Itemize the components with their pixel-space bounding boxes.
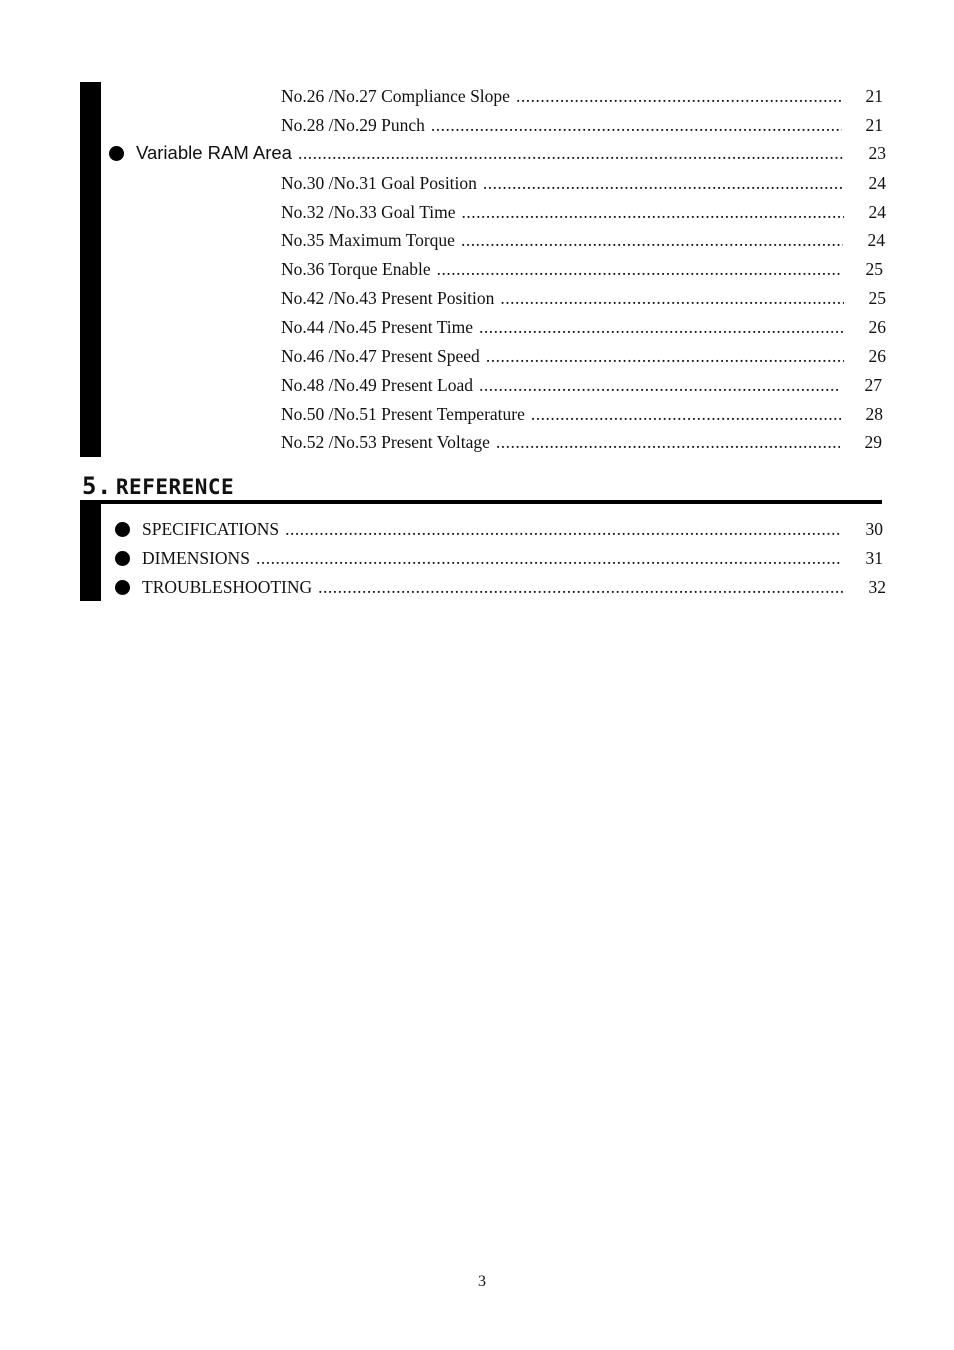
toc-entry-present-time[interactable] (281, 316, 846, 338)
toc-entry-page: 23 (868, 143, 886, 163)
dot-leader (516, 85, 842, 107)
toc-entry-title: No.35 Maximum Torque (281, 230, 455, 250)
toc-entry-page: 27 (864, 375, 882, 395)
toc-entry-title: No.52 /No.53 Present Voltage (281, 432, 490, 452)
toc-entry-title: No.50 /No.51 Present Temperature (281, 404, 525, 424)
toc-entry-present-speed[interactable] (281, 345, 846, 367)
toc-entry-maximum-torque[interactable] (281, 229, 845, 251)
toc-entry-torque-enable[interactable] (281, 258, 843, 280)
section-title: REFERENCE (115, 475, 235, 499)
dot-leader (461, 229, 843, 251)
dot-leader (479, 316, 844, 338)
toc-entry-present-load[interactable] (281, 374, 842, 396)
dot-leader (483, 172, 844, 194)
toc-side-bar-lower (80, 503, 101, 601)
toc-entry-troubleshooting[interactable] (115, 576, 846, 598)
toc-entry-goal-position[interactable] (281, 172, 846, 194)
dot-leader (500, 287, 844, 309)
toc-entry-title: No.30 /No.31 Goal Position (281, 173, 477, 193)
toc-entry-title: TROUBLESHOOTING (142, 577, 313, 597)
toc-entry-page: 26 (868, 317, 886, 337)
toc-entry-variable-ram-area[interactable] (109, 142, 846, 164)
toc-entry-title: No.46 /No.47 Present Speed (281, 346, 480, 366)
bullet-icon (115, 551, 130, 566)
toc-entry-page: 25 (868, 288, 886, 308)
toc-entry-page: 21 (865, 115, 883, 135)
toc-entry-title: No.28 /No.29 Punch (281, 115, 425, 135)
dot-leader (318, 576, 844, 598)
toc-entry-punch[interactable] (281, 114, 844, 136)
toc-entry-page: 24 (867, 230, 885, 250)
toc-entry-title: SPECIFICATIONS (142, 519, 280, 539)
bullet-icon (115, 522, 130, 537)
toc-entry-title: Variable RAM Area (136, 142, 292, 163)
toc-entry-compliance-slope[interactable] (281, 85, 844, 107)
toc-side-bar-upper (80, 82, 101, 457)
toc-entry-goal-time[interactable] (281, 201, 846, 223)
dot-leader (462, 201, 844, 223)
toc-entry-title: No.42 /No.43 Present Position (281, 288, 495, 308)
dot-leader (431, 114, 842, 136)
dot-leader (298, 142, 844, 164)
toc-entry-title: No.32 /No.33 Goal Time (281, 202, 456, 222)
bullet-icon (109, 146, 124, 161)
section-number: 5. (82, 472, 112, 500)
page-number: 3 (478, 1273, 486, 1290)
toc-entry-present-temperature[interactable] (281, 403, 843, 425)
dot-leader (479, 374, 840, 396)
dot-leader (256, 547, 841, 569)
toc-entry-page: 30 (865, 519, 883, 539)
toc-entry-page: 21 (865, 86, 883, 106)
toc-entry-title: No.44 /No.45 Present Time (281, 317, 474, 337)
dot-leader (486, 345, 844, 367)
toc-entry-dimensions[interactable] (115, 547, 843, 569)
toc-entry-title: DIMENSIONS (142, 548, 250, 568)
toc-entry-page: 31 (865, 548, 883, 568)
toc-entry-title: No.36 Torque Enable (281, 259, 431, 279)
toc-entry-title: No.26 /No.27 Compliance Slope (281, 86, 510, 106)
toc-entry-page: 24 (868, 202, 886, 222)
toc-entry-specifications[interactable] (115, 518, 843, 540)
toc-entry-page: 25 (865, 259, 883, 279)
dot-leader (531, 403, 841, 425)
toc-entry-page: 29 (864, 432, 882, 452)
dot-leader (496, 431, 840, 453)
dot-leader (437, 258, 841, 280)
section-heading-reference[interactable] (82, 471, 234, 501)
toc-entry-page: 24 (868, 173, 886, 193)
bullet-icon (115, 580, 130, 595)
dot-leader (285, 518, 841, 540)
toc-entry-present-position[interactable] (281, 287, 846, 309)
toc-entry-page: 32 (868, 577, 886, 597)
section-rule (80, 500, 882, 504)
toc-entry-page: 26 (868, 346, 886, 366)
toc-entry-present-voltage[interactable] (281, 431, 842, 453)
toc-entry-page: 28 (865, 404, 883, 424)
toc-entry-title: No.48 /No.49 Present Load (281, 375, 473, 395)
